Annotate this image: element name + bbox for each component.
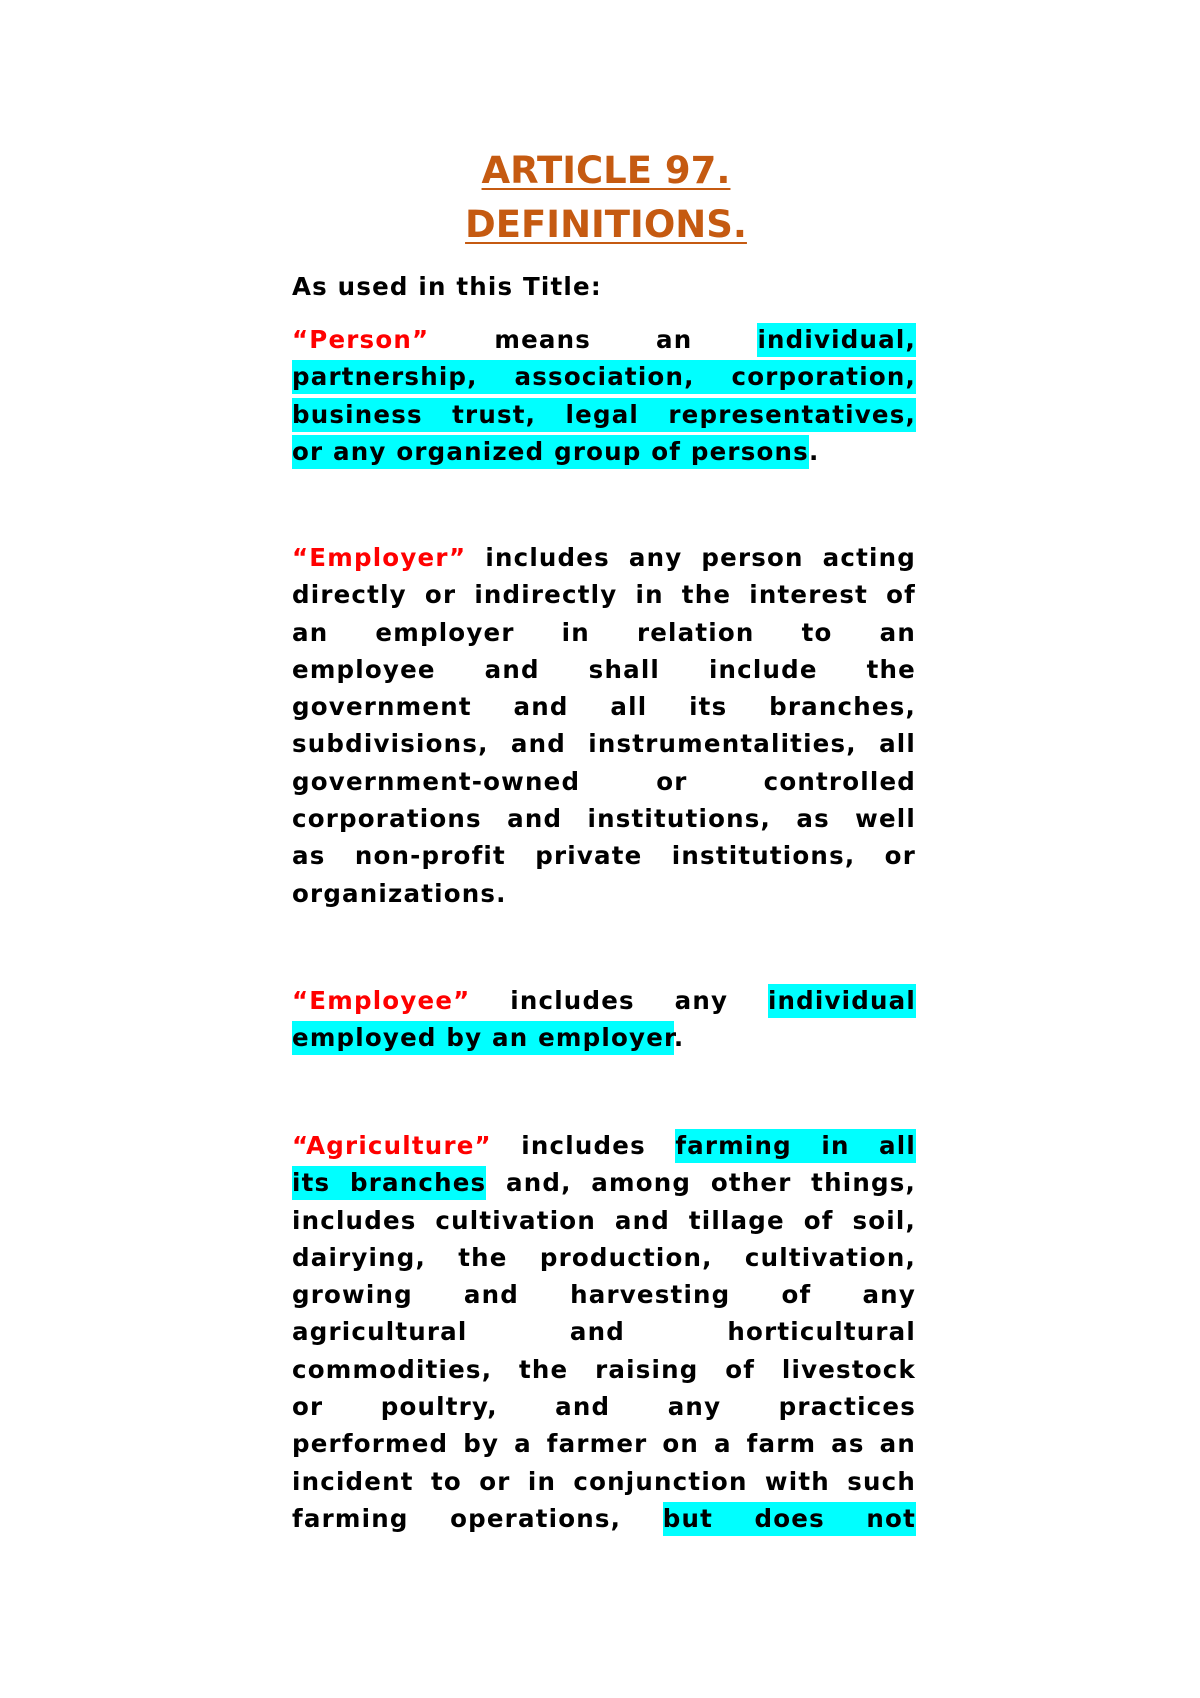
- text-line: [292, 396, 916, 433]
- definition-employer: [292, 539, 916, 912]
- intro-text: As used in this Title:: [292, 272, 602, 301]
- highlighted-text: farming in all: [675, 1129, 916, 1163]
- text-line: [292, 614, 916, 651]
- highlighted-text: but does not: [663, 1502, 916, 1536]
- highlighted-text: partnership, association, corporation,: [292, 360, 916, 394]
- body-text: government-owned or controlled: [292, 766, 916, 796]
- text-line: [292, 358, 916, 395]
- text-line: [292, 1500, 916, 1537]
- text-line: [292, 800, 916, 837]
- defined-term: “Person”: [292, 325, 430, 354]
- body-text: farming operations,: [292, 1503, 663, 1533]
- body-text: an employer in relation to an: [292, 617, 916, 647]
- text-line: [292, 763, 916, 800]
- body-text: employee and shall include the: [292, 654, 916, 684]
- highlighted-text: business trust, legal representatives,: [292, 398, 916, 432]
- text-line: [292, 576, 916, 613]
- text-line: [292, 837, 916, 874]
- body-text: corporations and institutions, as well: [292, 804, 916, 834]
- highlighted-text: or any organized group of persons: [292, 435, 809, 469]
- body-text: and, among other things,: [486, 1168, 916, 1198]
- body-text: commodities, the raising of livestock: [292, 1354, 916, 1384]
- body-text: as non-profit private institutions, or: [292, 841, 916, 871]
- text-line: [292, 539, 916, 576]
- article-number-heading: ARTICLE 97.: [481, 149, 731, 192]
- body-text: means an: [429, 325, 758, 354]
- defined-term: “Employee”: [292, 986, 471, 1015]
- text-line: [292, 1276, 916, 1313]
- body-text: includes any: [470, 986, 768, 1015]
- definition-person: [292, 321, 916, 470]
- text-line: [292, 651, 916, 688]
- body-text: government and all its branches,: [292, 692, 916, 722]
- body-text: or poultry, and any practices: [292, 1392, 916, 1422]
- text-line: [292, 875, 916, 912]
- body-text: dairying, the production, cultivation,: [292, 1242, 916, 1272]
- definition-employee: [292, 982, 916, 1057]
- highlighted-text: individual: [768, 984, 916, 1018]
- text-line: [292, 1425, 916, 1462]
- text-line: [292, 321, 916, 358]
- body-text: growing and harvesting of any: [292, 1280, 916, 1310]
- body-text: directly or indirectly in the interest of: [292, 580, 916, 610]
- defined-term: “Agriculture”: [292, 1131, 492, 1160]
- body-text: .: [673, 1023, 685, 1053]
- definition-agriculture: [292, 1127, 916, 1537]
- text-line: [292, 1019, 916, 1056]
- text-line: [292, 1463, 916, 1500]
- body-text: .: [808, 436, 820, 466]
- text-line: [292, 725, 916, 762]
- highlighted-text: employed by an employer: [292, 1021, 674, 1055]
- body-text: includes any person acting: [466, 543, 916, 572]
- article-title-heading: DEFINITIONS.: [465, 203, 747, 246]
- text-line: [292, 1388, 916, 1425]
- text-line: [292, 1239, 916, 1276]
- text-line: [292, 433, 916, 470]
- text-line: [292, 1202, 916, 1239]
- text-line: [292, 1351, 916, 1388]
- highlighted-text: its branches: [292, 1166, 486, 1200]
- body-text: includes cultivation and tillage of soil,: [292, 1205, 916, 1235]
- text-line: [292, 1127, 916, 1164]
- text-line: [292, 982, 916, 1019]
- text-line: [292, 1164, 916, 1201]
- body-text: subdivisions, and instrumentalities, all: [292, 729, 916, 759]
- body-text: organizations.: [292, 878, 507, 908]
- body-text: incident to or in conjunction with such: [292, 1466, 916, 1496]
- body-text: agricultural and horticultural: [292, 1317, 916, 1347]
- intro-paragraph: [292, 268, 916, 305]
- highlighted-text: individual,: [757, 323, 916, 357]
- text-line: [292, 688, 916, 725]
- defined-term: “Employer”: [292, 543, 467, 572]
- body-text: performed by a farmer on a farm as an: [292, 1429, 916, 1459]
- text-line: [292, 1313, 916, 1350]
- body-text: includes: [491, 1131, 676, 1160]
